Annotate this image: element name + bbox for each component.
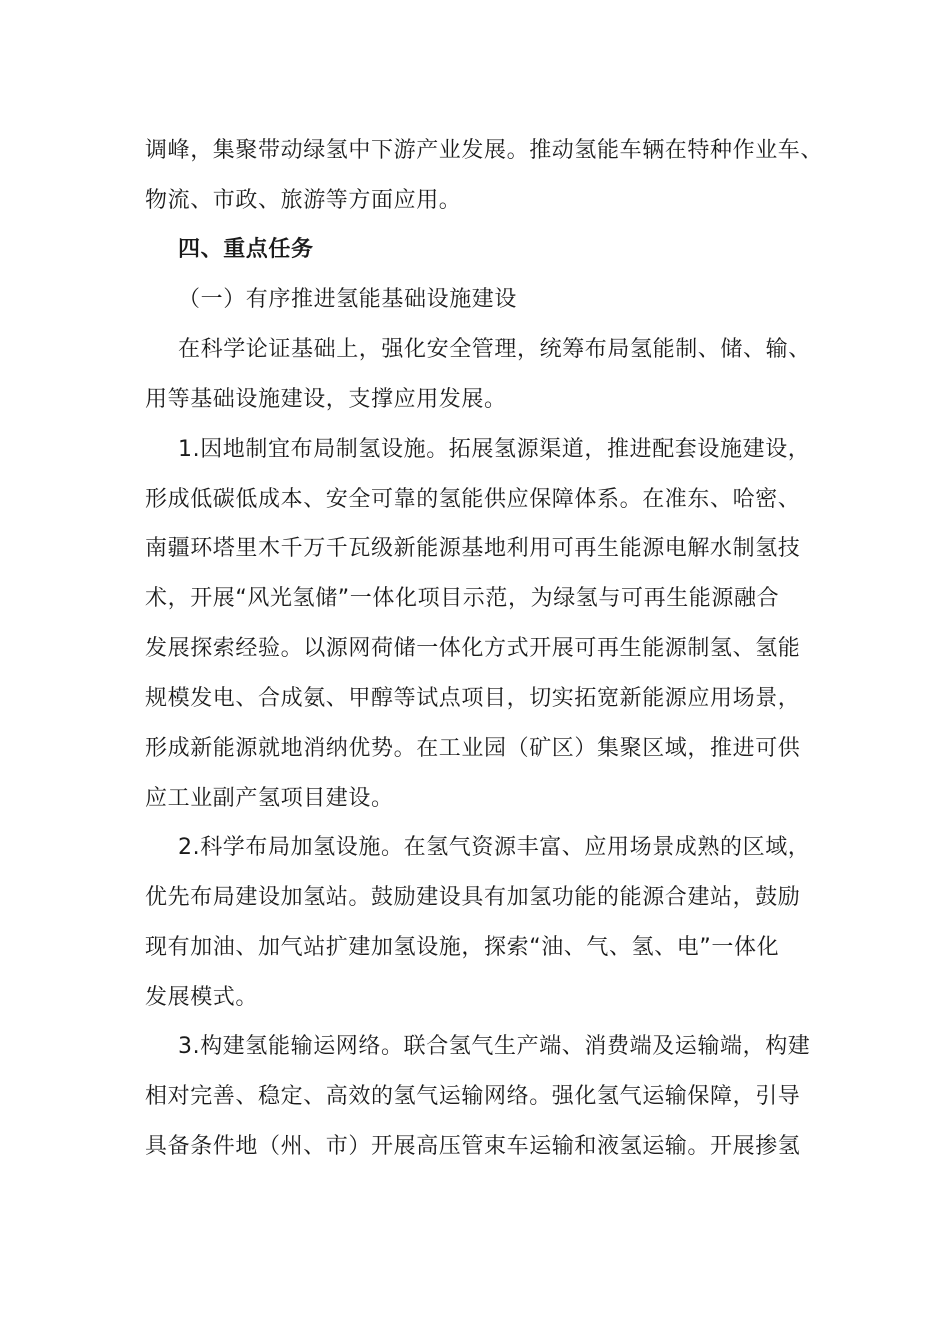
paragraph-line: 相对完善、稳定、高效的氢气运输网络。强化氢气运输保障，引导 bbox=[145, 1084, 801, 1109]
paragraph-line: 形成低碳低成本、安全可靠的氢能供应保障体系。在准东、哈密、 bbox=[145, 487, 801, 512]
subsection-heading: （一）有序推进氢能基础设施建设 bbox=[178, 287, 518, 312]
paragraph-line: 3.构建氢能输运网络。联合氢气生产端、消费端及运输端，构建 bbox=[178, 1034, 811, 1059]
paragraph-line: 现有加油、加气站扩建加氢设施，探索“油、气、氢、电”一体化 bbox=[145, 935, 780, 960]
paragraph-line: 物流、市政、旅游等方面应用。 bbox=[145, 188, 462, 213]
section-heading: 四、重点任务 bbox=[178, 237, 314, 262]
paragraph-line: 调峰，集聚带动绿氢中下游产业发展。推动氢能车辆在特种作业车、 bbox=[145, 138, 824, 163]
paragraph-line: 应工业副产氢项目建设。 bbox=[145, 786, 394, 811]
paragraph-line: 术，开展“风光氢储”一体化项目示范，为绿氢与可再生能源融合 bbox=[145, 586, 780, 611]
paragraph-line: 发展探索经验。以源网荷储一体化方式开展可再生能源制氢、氢能 bbox=[145, 636, 801, 661]
paragraph-line: 规模发电、合成氨、甲醇等试点项目，切实拓宽新能源应用场景， bbox=[145, 686, 801, 711]
paragraph-line: 1.因地制宜布局制氢设施。拓展氢源渠道，推进配套设施建设， bbox=[178, 437, 811, 462]
paragraph-line: 用等基础设施建设，支撑应用发展。 bbox=[145, 387, 507, 412]
paragraph-line: 发展模式。 bbox=[145, 985, 259, 1010]
paragraph-line: 南疆环塔里木千万千瓦级新能源基地利用可再生能源电解水制氢技 bbox=[145, 536, 801, 561]
paragraph-line: 形成新能源就地消纳优势。在工业园（矿区）集聚区域，推进可供 bbox=[145, 736, 801, 761]
paragraph-line: 2.科学布局加氢设施。在氢气资源丰富、应用场景成熟的区域， bbox=[178, 835, 811, 860]
paragraph-line: 具备条件地（州、市）开展高压管束车运输和液氢运输。开展掺氢 bbox=[145, 1134, 801, 1159]
paragraph-line: 在科学论证基础上，强化安全管理，统筹布局氢能制、储、输、 bbox=[178, 337, 811, 362]
paragraph-line: 优先布局建设加氢站。鼓励建设具有加氢功能的能源合建站，鼓励 bbox=[145, 885, 801, 910]
